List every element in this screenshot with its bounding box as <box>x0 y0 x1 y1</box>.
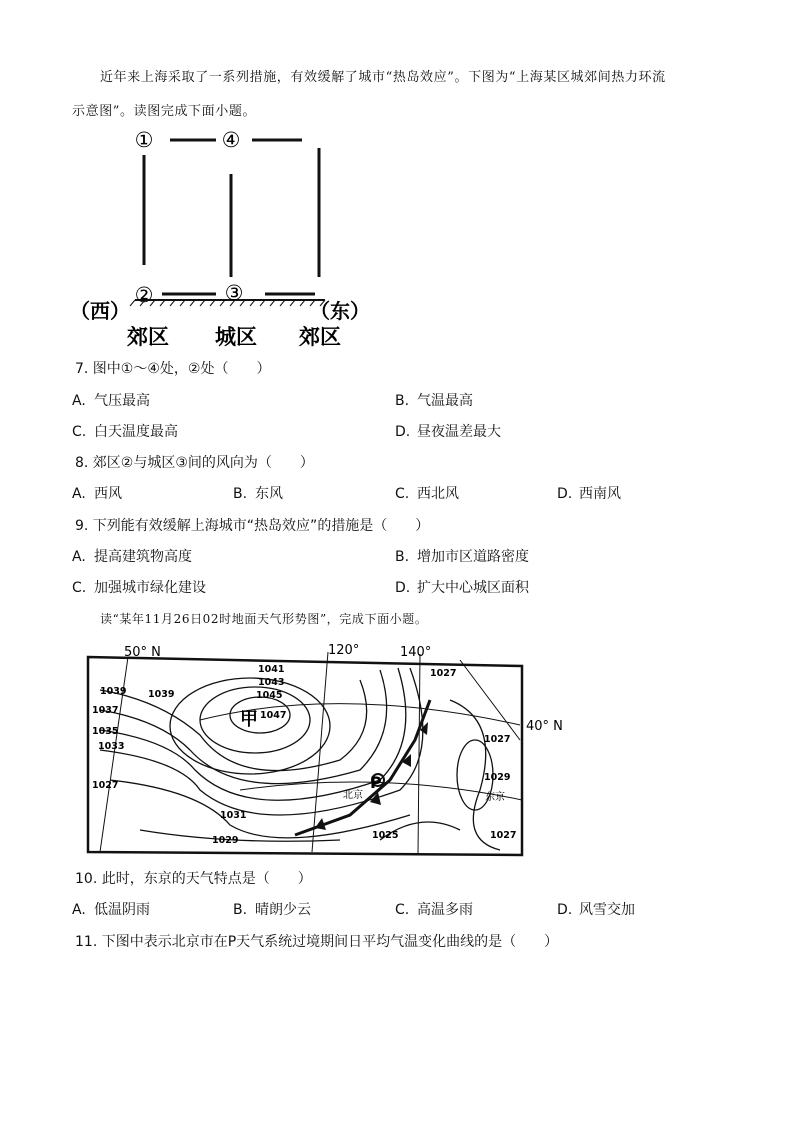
svg-text:1047: 1047 <box>260 710 287 721</box>
west-label: （西） <box>70 299 130 323</box>
question-10-option-a[interactable]: A. 低温阴雨 <box>72 902 150 918</box>
question-10-option-c[interactable]: C. 高温多雨 <box>395 902 473 918</box>
svg-text:1035: 1035 <box>92 726 119 737</box>
question-10-stem: 10. 此时，东京的天气特点是（ ） <box>75 871 312 887</box>
question-10-option-d[interactable]: D. 风雪交加 <box>557 902 635 918</box>
question-8-option-b[interactable]: B. 东风 <box>233 486 283 502</box>
question-9-stem: 9. 下列能有效缓解上海城市“热岛效应”的措施是（ ） <box>75 518 430 534</box>
question-10-option-b[interactable]: B. 晴朗少云 <box>233 902 311 918</box>
question-11-stem: 11. 下图中表示北京市在P天气系统过境期间日平均气温变化曲线的是（ ） <box>75 934 559 950</box>
high-pressure-label: 甲 <box>240 709 258 730</box>
question-8-option-a[interactable]: A. 西风 <box>72 486 122 502</box>
passage1-line2: 示意图”。读图完成下面小题。 <box>72 104 257 119</box>
point-1: ① <box>134 128 154 152</box>
svg-text:1027: 1027 <box>490 830 517 841</box>
svg-text:1039: 1039 <box>148 689 175 700</box>
svg-text:1027: 1027 <box>92 780 119 791</box>
question-9-option-c[interactable]: C. 加强城市绿化建设 <box>72 580 206 596</box>
question-9-option-d[interactable]: D. 扩大中心城区面积 <box>395 580 529 596</box>
svg-text:1029: 1029 <box>212 835 239 846</box>
svg-text:1045: 1045 <box>256 690 283 701</box>
svg-text:1037: 1037 <box>92 705 119 716</box>
suburb-left-label: 郊区 <box>127 325 169 349</box>
svg-text:1031: 1031 <box>220 810 247 821</box>
tokyo-label: 东京 <box>485 792 505 803</box>
beijing-label: 北京 <box>343 790 363 801</box>
weather-map <box>80 640 570 862</box>
question-9-option-b[interactable]: B. 增加市区道路密度 <box>395 549 529 565</box>
p-system-label: P <box>370 773 382 792</box>
question-8-option-c[interactable]: C. 西北风 <box>395 486 459 502</box>
question-9-option-a[interactable]: A. 提高建筑物高度 <box>72 549 192 565</box>
svg-text:1041: 1041 <box>258 664 285 675</box>
svg-text:1027: 1027 <box>430 668 457 679</box>
lat-40-label: 40° N <box>526 719 563 734</box>
lon-120-label: 120° <box>328 643 360 658</box>
heat-circulation-diagram <box>70 122 390 352</box>
question-8-option-d[interactable]: D. 西南风 <box>557 486 621 502</box>
svg-text:1025: 1025 <box>372 830 399 841</box>
question-7-stem: 7. 图中①～④处，②处（ ） <box>75 361 271 377</box>
svg-text:1033: 1033 <box>98 741 125 752</box>
city-label: 城区 <box>215 325 257 349</box>
passage1-line1: 近年来上海采取了一系列措施，有效缓解了城市“热岛效应”。下图为“上海某区城郊间热力环流 <box>100 70 666 85</box>
svg-text:1043: 1043 <box>258 677 285 688</box>
lon-140-label: 140° <box>400 645 432 660</box>
map-frame <box>88 657 522 855</box>
question-7-option-d[interactable]: D. 昼夜温差最大 <box>395 424 501 440</box>
point-4: ④ <box>221 128 241 152</box>
point-2: ② <box>134 283 154 307</box>
question-7-option-a[interactable]: A. 气压最高 <box>72 393 150 409</box>
lat-50-label: 50° N <box>124 645 161 660</box>
question-8-stem: 8. 郊区②与城区③间的风向为（ ） <box>75 455 314 471</box>
question-7-option-b[interactable]: B. 气温最高 <box>395 393 473 409</box>
suburb-right-label: 郊区 <box>299 325 341 349</box>
svg-text:1029: 1029 <box>484 772 511 783</box>
question-7-option-c[interactable]: C. 白天温度最高 <box>72 424 178 440</box>
svg-text:1039: 1039 <box>100 686 127 697</box>
svg-text:1027: 1027 <box>484 734 511 745</box>
east-label: （东） <box>310 299 370 323</box>
point-3: ③ <box>224 281 244 305</box>
passage2: 读“某年11月26日02时地面天气形势图”，完成下面小题。 <box>100 612 428 626</box>
graticule <box>100 652 522 854</box>
